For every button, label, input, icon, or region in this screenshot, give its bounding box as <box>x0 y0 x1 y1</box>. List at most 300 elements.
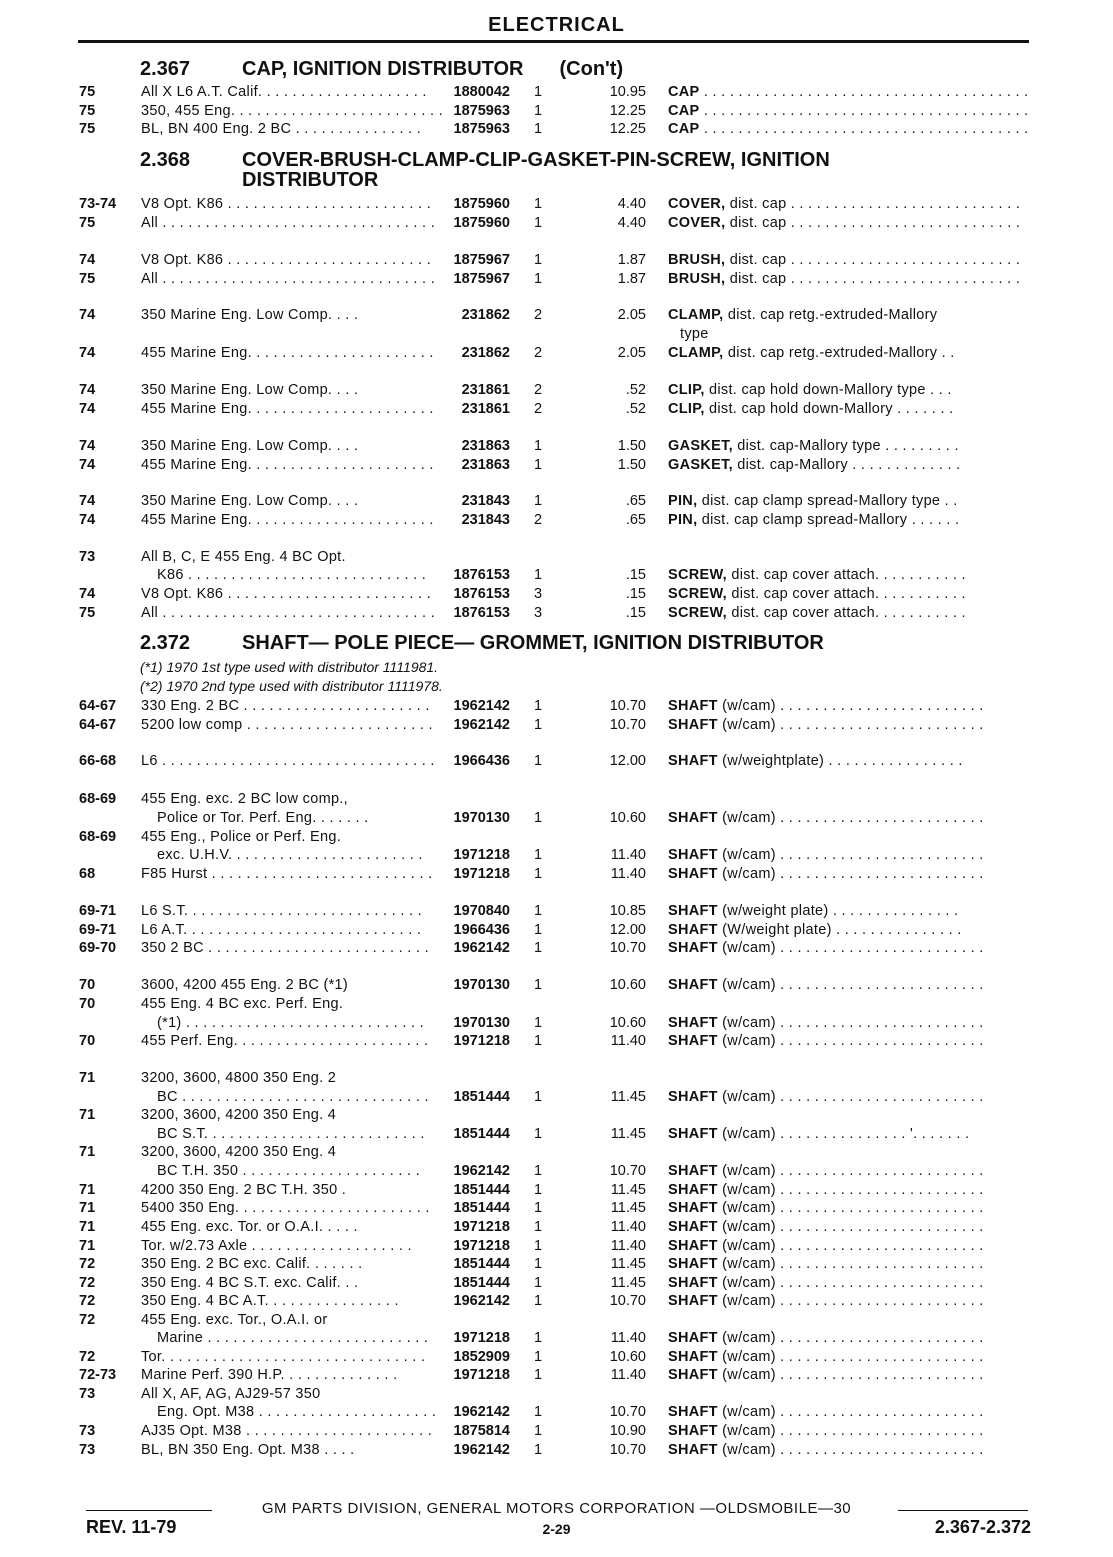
section-number: 2.367 <box>140 58 191 80</box>
quantity-cell: 1 <box>534 457 543 473</box>
price-cell: 2.05 <box>617 345 646 361</box>
part-number-cell: 1851444 <box>453 1275 510 1291</box>
description-cell: SHAFT (w/cam) . . . . . . . . . . . . . . . . . . . . . . . . <box>668 1367 984 1383</box>
table-row <box>0 566 1113 585</box>
table-row <box>0 511 1113 530</box>
footnote-2: (*2) 1970 2nd type used with distributor 1111978. <box>140 678 443 694</box>
table-row <box>0 585 1113 604</box>
year-cell: 72 <box>79 1275 96 1291</box>
price-cell: 1.50 <box>617 438 646 454</box>
part-number-cell: 1962142 <box>453 1293 510 1309</box>
part-number-cell: 1966436 <box>453 753 510 769</box>
application-cell: 350 Eng. 4 BC A.T. . . . . . . . . . . . . . . . <box>141 1293 399 1309</box>
price-cell: .15 <box>625 605 646 621</box>
quantity-cell: 1 <box>534 977 543 993</box>
description-cell: SHAFT (w/cam) . . . . . . . . . . . . . . . . . . . . . . . . <box>668 1219 984 1235</box>
description-cell: SHAFT (w/cam) . . . . . . . . . . . . . . . . . . . . . . . . <box>668 1349 984 1365</box>
year-cell: 66-68 <box>79 753 117 769</box>
application-cell: 350 Eng. 4 BC S.T. exc. Calif. . . <box>141 1275 359 1291</box>
part-number-cell: 1962142 <box>453 940 510 956</box>
description-cell: SHAFT (w/cam) . . . . . . . . . . . . . . . . . . . . . . . . <box>668 866 984 882</box>
price-cell: 11.45 <box>610 1182 646 1198</box>
year-cell: 75 <box>79 215 96 231</box>
table-row <box>0 381 1113 400</box>
table-row <box>0 270 1113 289</box>
application-cell: 5200 low comp . . . . . . . . . . . . . . . . . . . . . . <box>141 717 433 733</box>
part-number-cell: 231862 <box>461 345 510 361</box>
application-cell: BC . . . . . . . . . . . . . . . . . . . . . . . . . . . . . <box>157 1089 429 1105</box>
table-row <box>0 548 1113 567</box>
part-number-cell: 1971218 <box>453 1033 510 1049</box>
page-header-title: ELECTRICAL <box>488 14 625 36</box>
quantity-cell: 1 <box>534 1330 543 1346</box>
description-cell: SCREW, dist. cap cover attach. . . . . . . . . . . <box>668 567 966 583</box>
application-cell: All X L6 A.T. Calif. . . . . . . . . . . . . . . . . . . . <box>141 84 427 100</box>
part-number-cell: 1875963 <box>453 121 510 137</box>
quantity-cell: 1 <box>534 753 543 769</box>
table-row <box>0 828 1113 847</box>
price-cell: 12.00 <box>609 922 646 938</box>
price-cell: .52 <box>625 401 646 417</box>
header-rule <box>78 40 1029 43</box>
part-number-cell: 1962142 <box>453 1404 510 1420</box>
application-cell: All . . . . . . . . . . . . . . . . . . . . . . . . . . . . . . . . <box>141 605 436 621</box>
table-row <box>0 400 1113 419</box>
description-cell: BRUSH, dist. cap . . . . . . . . . . . . . . . . . . . . . . . . . . . <box>668 271 1021 287</box>
quantity-cell: 3 <box>534 605 543 621</box>
application-cell: 350 Marine Eng. Low Comp. . . . <box>141 382 359 398</box>
application-cell: All . . . . . . . . . . . . . . . . . . . . . . . . . . . . . . . . <box>141 215 436 231</box>
part-number-cell: 1875960 <box>453 196 510 212</box>
quantity-cell: 1 <box>534 121 543 137</box>
price-cell: 10.70 <box>609 1293 646 1309</box>
part-number-cell: 1962142 <box>453 698 510 714</box>
description-cell: SHAFT (w/cam) . . . . . . . . . . . . . . . . . . . . . . . . <box>668 1033 984 1049</box>
year-cell: 71 <box>79 1200 96 1216</box>
part-number-cell: 231861 <box>461 401 510 417</box>
table-row <box>0 902 1113 921</box>
quantity-cell: 1 <box>534 438 543 454</box>
price-cell: .65 <box>625 512 646 528</box>
application-cell: L6 . . . . . . . . . . . . . . . . . . . . . . . . . . . . . . . . <box>141 753 435 769</box>
year-cell: 71 <box>79 1182 96 1198</box>
year-cell: 68-69 <box>79 829 117 845</box>
quantity-cell: 1 <box>534 698 543 714</box>
application-cell: Marine Perf. 390 H.P. . . . . . . . . . . . . . <box>141 1367 398 1383</box>
application-cell: 350 Marine Eng. Low Comp. . . . <box>141 493 359 509</box>
year-cell: 75 <box>79 271 96 287</box>
application-cell: Police or Tor. Perf. Eng. . . . . . . <box>157 810 369 826</box>
description-cell: SHAFT (w/cam) . . . . . . . . . . . . . . . . . . . . . . . . <box>668 1256 984 1272</box>
quantity-cell: 1 <box>534 1126 543 1142</box>
year-cell: 72 <box>79 1349 96 1365</box>
description-cell: SHAFT (w/cam) . . . . . . . . . . . . . . . . . . . . . . . . <box>668 1423 984 1439</box>
application-cell: BC T.H. 350 . . . . . . . . . . . . . . . . . . . . . <box>157 1163 421 1179</box>
year-cell: 64-67 <box>79 717 117 733</box>
year-cell: 69-71 <box>79 922 117 938</box>
year-cell: 70 <box>79 1033 96 1049</box>
year-cell: 75 <box>79 121 96 137</box>
table-row <box>0 995 1113 1014</box>
price-cell: .15 <box>625 586 646 602</box>
quantity-cell: 1 <box>534 810 543 826</box>
part-number-cell: 1851444 <box>453 1126 510 1142</box>
description-cell: SCREW, dist. cap cover attach. . . . . . . . . . . <box>668 605 966 621</box>
quantity-cell: 1 <box>534 1442 543 1458</box>
table-row <box>0 921 1113 940</box>
table-row <box>0 492 1113 511</box>
price-cell: .65 <box>625 493 646 509</box>
quantity-cell: 1 <box>534 1423 543 1439</box>
quantity-cell: 1 <box>534 1219 543 1235</box>
application-cell: 455 Marine Eng. . . . . . . . . . . . . . . . . . . . . . <box>141 401 434 417</box>
price-cell: .52 <box>625 382 646 398</box>
footer-page-number: 2-29 <box>542 1521 571 1537</box>
description-cell: GASKET, dist. cap-Mallory . . . . . . . . . . . . . <box>668 457 961 473</box>
price-cell: 11.40 <box>610 847 646 863</box>
quantity-cell: 2 <box>534 307 543 323</box>
description-cell: CAP . . . . . . . . . . . . . . . . . . . . . . . . . . . . . . . . . . . . . . <box>668 84 1029 100</box>
quantity-cell: 1 <box>534 567 543 583</box>
table-row <box>0 214 1113 233</box>
year-cell: 75 <box>79 103 96 119</box>
table-row <box>0 846 1113 865</box>
year-cell: 73-74 <box>79 196 117 212</box>
price-cell: 10.70 <box>609 698 646 714</box>
application-cell: F85 Hurst . . . . . . . . . . . . . . . . . . . . . . . . . . <box>141 866 433 882</box>
description-cell: SHAFT (w/cam) . . . . . . . . . . . . . . . . . . . . . . . . <box>668 847 984 863</box>
table-row <box>0 1032 1113 1051</box>
table-row <box>0 809 1113 828</box>
section-2-368-title <box>140 150 830 170</box>
quantity-cell: 1 <box>534 1404 543 1420</box>
price-cell: 10.85 <box>609 903 646 919</box>
section-heading: COVER-BRUSH-CLAMP-CLIP-GASKET-PIN-SCREW, IGNITION <box>242 149 830 171</box>
part-number-cell: 1852909 <box>453 1349 510 1365</box>
section-2-367-title <box>140 59 623 79</box>
quantity-cell: 2 <box>534 512 543 528</box>
part-number-cell: 1971218 <box>453 1367 510 1383</box>
part-number-cell: 1875967 <box>453 271 510 287</box>
application-cell: 455 Marine Eng. . . . . . . . . . . . . . . . . . . . . . <box>141 512 434 528</box>
year-cell: 69-70 <box>79 940 117 956</box>
description-cell: SHAFT (w/cam) . . . . . . . . . . . . . . . . . . . . . . . . <box>668 698 984 714</box>
part-number-cell: 1962142 <box>453 717 510 733</box>
price-cell: 1.87 <box>617 271 646 287</box>
year-cell: 72 <box>79 1312 96 1328</box>
description-cell: SCREW, dist. cap cover attach. . . . . . . . . . . <box>668 586 966 602</box>
price-cell: 12.00 <box>609 753 646 769</box>
description-cell: CAP . . . . . . . . . . . . . . . . . . . . . . . . . . . . . . . . . . . . . . <box>668 103 1029 119</box>
description-cell: SHAFT (w/cam) . . . . . . . . . . . . . . . . . . . . . . . . <box>668 810 984 826</box>
table-row <box>0 325 1113 344</box>
quantity-cell: 1 <box>534 252 543 268</box>
application-cell: V8 Opt. K86 . . . . . . . . . . . . . . . . . . . . . . . . <box>141 252 432 268</box>
quantity-cell: 1 <box>534 1367 543 1383</box>
year-cell: 74 <box>79 345 96 361</box>
part-number-cell: 231843 <box>461 493 510 509</box>
part-number-cell: 1970840 <box>453 903 510 919</box>
year-cell: 74 <box>79 307 96 323</box>
price-cell: 4.40 <box>617 215 646 231</box>
table-row <box>0 1162 1113 1181</box>
price-cell: 11.40 <box>610 1033 646 1049</box>
quantity-cell: 1 <box>534 84 543 100</box>
section-heading: CAP, IGNITION DISTRIBUTOR <box>242 58 524 80</box>
part-number-cell: 1876153 <box>453 586 510 602</box>
application-cell: 4200 350 Eng. 2 BC T.H. 350 . <box>141 1182 347 1198</box>
table-row <box>0 437 1113 456</box>
quantity-cell: 1 <box>534 196 543 212</box>
description-cell: SHAFT (w/weight plate) . . . . . . . . . . . . . . . <box>668 903 959 919</box>
year-cell: 74 <box>79 457 96 473</box>
year-cell: 74 <box>79 252 96 268</box>
table-row <box>0 1143 1113 1162</box>
quantity-cell: 1 <box>534 847 543 863</box>
description-cell: SHAFT (w/cam) . . . . . . . . . . . . . . . . . . . . . . . . <box>668 1330 984 1346</box>
table-row <box>0 1329 1113 1348</box>
quantity-cell: 1 <box>534 1163 543 1179</box>
price-cell: 10.60 <box>609 1349 646 1365</box>
section-continued: (Con't) <box>559 58 624 80</box>
part-number-cell: 1971218 <box>453 1330 510 1346</box>
quantity-cell: 2 <box>534 382 543 398</box>
table-row <box>0 1441 1113 1460</box>
year-cell: 72 <box>79 1293 96 1309</box>
description-cell: SHAFT (w/cam) . . . . . . . . . . . . . . . '. . . . . . . <box>668 1126 970 1142</box>
description-cell: SHAFT (w/cam) . . . . . . . . . . . . . . . . . . . . . . . . <box>668 1238 984 1254</box>
description-cell: SHAFT (w/cam) . . . . . . . . . . . . . . . . . . . . . . . . <box>668 1404 984 1420</box>
table-row <box>0 604 1113 623</box>
quantity-cell: 1 <box>534 103 543 119</box>
part-number-cell: 1851444 <box>453 1089 510 1105</box>
part-number-cell: 1970130 <box>453 1015 510 1031</box>
application-cell: L6 S.T. . . . . . . . . . . . . . . . . . . . . . . . . . . . <box>141 903 422 919</box>
year-cell: 71 <box>79 1144 96 1160</box>
price-cell: 10.70 <box>609 1163 646 1179</box>
table-row <box>0 1106 1113 1125</box>
application-cell: Tor. w/2.73 Axle . . . . . . . . . . . . . . . . . . . <box>141 1238 412 1254</box>
application-cell: 350, 455 Eng. . . . . . . . . . . . . . . . . . . . . . . . . <box>141 103 443 119</box>
application-cell: 3600, 4200 455 Eng. 2 BC (*1) <box>141 977 349 993</box>
table-row <box>0 1385 1113 1404</box>
table-row <box>0 865 1113 884</box>
part-number-cell: 231863 <box>461 438 510 454</box>
application-cell: 455 Eng. exc. 2 BC low comp., <box>141 791 348 807</box>
part-number-cell: 231863 <box>461 457 510 473</box>
price-cell: 10.60 <box>609 977 646 993</box>
price-cell: 10.60 <box>609 1015 646 1031</box>
application-cell: L6 A.T. . . . . . . . . . . . . . . . . . . . . . . . . . . . <box>141 922 422 938</box>
description-cell: CAP . . . . . . . . . . . . . . . . . . . . . . . . . . . . . . . . . . . . . . <box>668 121 1029 137</box>
price-cell: 10.70 <box>609 1404 646 1420</box>
description-cell: SHAFT (w/cam) . . . . . . . . . . . . . . . . . . . . . . . . <box>668 1089 984 1105</box>
quantity-cell: 1 <box>534 215 543 231</box>
price-cell: 11.40 <box>610 1330 646 1346</box>
application-cell: 3200, 3600, 4800 350 Eng. 2 <box>141 1070 337 1086</box>
part-number-cell: 1971218 <box>453 1238 510 1254</box>
price-cell: 11.40 <box>610 866 646 882</box>
price-cell: 10.70 <box>609 717 646 733</box>
section-number: 2.368 <box>140 149 191 171</box>
table-row <box>0 1199 1113 1218</box>
description-cell: PIN, dist. cap clamp spread-Mallory type . . <box>668 493 958 509</box>
quantity-cell: 1 <box>534 940 543 956</box>
quantity-cell: 1 <box>534 1349 543 1365</box>
application-cell: AJ35 Opt. M38 . . . . . . . . . . . . . . . . . . . . . . <box>141 1423 433 1439</box>
year-cell: 71 <box>79 1070 96 1086</box>
application-cell: 455 Eng., Police or Perf. Eng. <box>141 829 342 845</box>
year-cell: 74 <box>79 382 96 398</box>
description-cell: SHAFT (w/weightplate) . . . . . . . . . . . . . . . . <box>668 753 963 769</box>
price-cell: 12.25 <box>609 103 646 119</box>
description-cell: PIN, dist. cap clamp spread-Mallory . . . . . . <box>668 512 960 528</box>
table-row <box>0 1348 1113 1367</box>
footnote-1: (*1) 1970 1st type used with distributor 1111981. <box>140 659 439 675</box>
description-cell: CLIP, dist. cap hold down-Mallory . . . . . . . <box>668 401 954 417</box>
table-row <box>0 1237 1113 1256</box>
description-cell: SHAFT (w/cam) . . . . . . . . . . . . . . . . . . . . . . . . <box>668 1275 984 1291</box>
part-number-cell: 1971218 <box>453 847 510 863</box>
table-row <box>0 790 1113 809</box>
table-row <box>0 102 1113 121</box>
table-row <box>0 1255 1113 1274</box>
description-cell: COVER, dist. cap . . . . . . . . . . . . . . . . . . . . . . . . . . . <box>668 196 1021 212</box>
part-number-cell: 1875960 <box>453 215 510 231</box>
price-cell: 1.50 <box>617 457 646 473</box>
quantity-cell: 1 <box>534 1256 543 1272</box>
description-cell: BRUSH, dist. cap . . . . . . . . . . . . . . . . . . . . . . . . . . . <box>668 252 1021 268</box>
quantity-cell: 1 <box>534 1293 543 1309</box>
application-cell: All X, AF, AG, AJ29-57 350 <box>141 1386 321 1402</box>
part-number-cell: 1875967 <box>453 252 510 268</box>
description-cell: CLAMP, dist. cap retg.-extruded-Mallory . . <box>668 345 955 361</box>
part-number-cell: 231843 <box>461 512 510 528</box>
table-row <box>0 120 1113 139</box>
section-2-368-title-line2: DISTRIBUTOR <box>242 169 379 191</box>
application-cell: (*1) . . . . . . . . . . . . . . . . . . . . . . . . . . . . <box>157 1015 424 1031</box>
table-row <box>0 1274 1113 1293</box>
quantity-cell: 1 <box>534 1238 543 1254</box>
application-cell: 350 2 BC . . . . . . . . . . . . . . . . . . . . . . . . . . <box>141 940 429 956</box>
application-cell: All B, C, E 455 Eng. 4 BC Opt. <box>141 549 346 565</box>
table-row <box>0 195 1113 214</box>
year-cell: 75 <box>79 605 96 621</box>
footer-publisher: GM PARTS DIVISION, GENERAL MOTORS CORPORATION —OLDSMOBILE—30 <box>261 1500 852 1517</box>
price-cell: 1.87 <box>617 252 646 268</box>
year-cell: 75 <box>79 84 96 100</box>
year-cell: 71 <box>79 1107 96 1123</box>
table-row <box>0 752 1113 771</box>
application-cell: 350 Marine Eng. Low Comp. . . . <box>141 307 359 323</box>
year-cell: 64-67 <box>79 698 117 714</box>
price-cell: 10.60 <box>609 810 646 826</box>
part-number-cell: 1880042 <box>453 84 510 100</box>
year-cell: 74 <box>79 493 96 509</box>
price-cell: 4.40 <box>617 196 646 212</box>
price-cell: 10.70 <box>609 940 646 956</box>
part-number-cell: 1966436 <box>453 922 510 938</box>
price-cell: 11.40 <box>610 1367 646 1383</box>
year-cell: 73 <box>79 549 96 565</box>
table-row <box>0 456 1113 475</box>
application-cell: Tor. . . . . . . . . . . . . . . . . . . . . . . . . . . . . . . <box>141 1349 426 1365</box>
application-cell: K86 . . . . . . . . . . . . . . . . . . . . . . . . . . . . <box>157 567 427 583</box>
year-cell: 68 <box>79 866 96 882</box>
quantity-cell: 1 <box>534 1182 543 1198</box>
price-cell: 11.45 <box>610 1275 646 1291</box>
quantity-cell: 1 <box>534 903 543 919</box>
table-row <box>0 1366 1113 1385</box>
application-cell: BC S.T. . . . . . . . . . . . . . . . . . . . . . . . . . <box>157 1126 425 1142</box>
table-row <box>0 1422 1113 1441</box>
section-heading: SHAFT— POLE PIECE— GROMMET, IGNITION DISTRIBUTOR <box>242 632 824 654</box>
price-cell: 11.45 <box>610 1126 646 1142</box>
footer-section-range: 2.367-2.372 <box>934 1517 1031 1537</box>
quantity-cell: 1 <box>534 1089 543 1105</box>
application-cell: 455 Eng. exc. Tor., O.A.I. or <box>141 1312 328 1328</box>
part-number-cell: 1962142 <box>453 1442 510 1458</box>
description-cell: SHAFT (w/cam) . . . . . . . . . . . . . . . . . . . . . . . . <box>668 1442 984 1458</box>
part-number-cell: 1851444 <box>453 1256 510 1272</box>
price-cell: 11.45 <box>610 1200 646 1216</box>
table-row <box>0 697 1113 716</box>
part-number-cell: 1971218 <box>453 1219 510 1235</box>
quantity-cell: 1 <box>534 717 543 733</box>
quantity-cell: 1 <box>534 1033 543 1049</box>
part-number-cell: 1970130 <box>453 810 510 826</box>
description-cell: SHAFT (w/cam) . . . . . . . . . . . . . . . . . . . . . . . . <box>668 1163 984 1179</box>
application-cell: 350 Eng. 2 BC exc. Calif. . . . . . . <box>141 1256 363 1272</box>
description-cell: SHAFT (w/cam) . . . . . . . . . . . . . . . . . . . . . . . . <box>668 1293 984 1309</box>
part-number-cell: 1875963 <box>453 103 510 119</box>
application-cell: exc. U.H.V. . . . . . . . . . . . . . . . . . . . . . . <box>157 847 423 863</box>
price-cell: 12.25 <box>609 121 646 137</box>
year-cell: 69-71 <box>79 903 117 919</box>
year-cell: 70 <box>79 996 96 1012</box>
description-cell: SHAFT (w/cam) . . . . . . . . . . . . . . . . . . . . . . . . <box>668 1200 984 1216</box>
description-cell: type <box>680 326 709 342</box>
part-number-cell: 1851444 <box>453 1182 510 1198</box>
year-cell: 74 <box>79 438 96 454</box>
application-cell: 3200, 3600, 4200 350 Eng. 4 <box>141 1144 337 1160</box>
year-cell: 73 <box>79 1442 96 1458</box>
part-number-cell: 1971218 <box>453 866 510 882</box>
year-cell: 73 <box>79 1423 96 1439</box>
table-row <box>0 1218 1113 1237</box>
application-cell: Marine . . . . . . . . . . . . . . . . . . . . . . . . . . <box>157 1330 429 1346</box>
table-row <box>0 1403 1113 1422</box>
table-row <box>0 306 1113 325</box>
application-cell: V8 Opt. K86 . . . . . . . . . . . . . . . . . . . . . . . . <box>141 586 432 602</box>
quantity-cell: 1 <box>534 866 543 882</box>
price-cell: 11.45 <box>610 1256 646 1272</box>
part-number-cell: 231861 <box>461 382 510 398</box>
year-cell: 71 <box>79 1219 96 1235</box>
year-cell: 68-69 <box>79 791 117 807</box>
table-row <box>0 1311 1113 1330</box>
table-row <box>0 1125 1113 1144</box>
description-cell: SHAFT (w/cam) . . . . . . . . . . . . . . . . . . . . . . . . <box>668 1182 984 1198</box>
year-cell: 74 <box>79 586 96 602</box>
quantity-cell: 1 <box>534 1015 543 1031</box>
table-row <box>0 1292 1113 1311</box>
quantity-cell: 1 <box>534 493 543 509</box>
application-cell: 455 Marine Eng. . . . . . . . . . . . . . . . . . . . . . <box>141 457 434 473</box>
quantity-cell: 1 <box>534 271 543 287</box>
table-row <box>0 1014 1113 1033</box>
year-cell: 72 <box>79 1256 96 1272</box>
